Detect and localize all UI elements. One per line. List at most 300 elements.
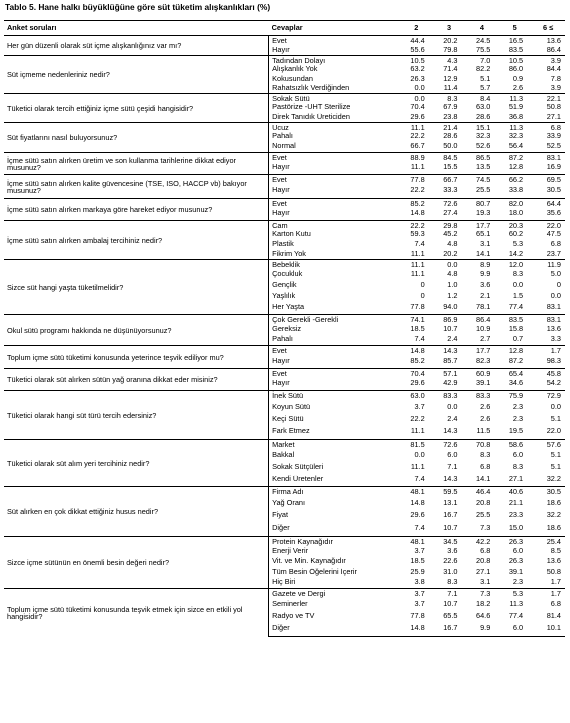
value-cell: 3.1 [480,238,491,248]
value-cell: 81.4 [546,611,561,621]
value-cell: 1.2 [447,291,458,301]
value-cell: 84.5 [433,152,466,163]
value-cell: 25.9 [410,566,425,576]
value-cell: 50.8 [546,102,561,112]
column-header-household-5: 5 [498,21,531,36]
value-cell: 2.6 [480,401,491,411]
value-cell: 3.1 [480,577,491,587]
value-cell: 8.3 [433,94,466,104]
value-cell: 72.9 [531,390,565,402]
value-cell: 8.3 [447,577,458,587]
value-cell: 81.5 [400,439,433,451]
value-cell: 77.4 [508,611,524,621]
value-cell: 25.4 [531,536,565,546]
value-cell: 12.8 [508,162,524,172]
table-body [4,36,565,637]
value-cell: 27.1 [476,566,491,576]
answer-cell: Ucuz [269,122,400,132]
answer-cell: Tüm Besin Öğelerini İçerir [269,568,400,578]
value-cell: 20.3 [498,220,531,230]
answer-cell: Evet [269,36,400,46]
value-cell: 11.5 [476,426,491,436]
answer-cell: Çocukluk [269,270,400,281]
value-cell: 5.1 [550,413,561,423]
value-cell: 1.5 [512,291,524,301]
answer-cell: Evet [269,368,400,379]
value-cell: 5.1 [550,450,561,460]
value-cell: 18.6 [546,497,561,507]
value-cell: 3.7 [414,599,425,609]
question-cell: Süt alırken en çok dikkat ettiğiniz husus nedir? [4,486,269,536]
value-cell: 47.5 [546,229,561,239]
answer-cell: Direk Tanıdık Üreticiden [269,113,400,123]
value-cell: 71.4 [443,64,458,73]
value-cell: 74.1 [400,314,433,324]
value-cell: 20.8 [476,556,491,566]
value-cell: 22.6 [443,556,458,566]
value-cell: 30.5 [546,185,561,195]
value-cell: 2.3 [512,401,524,411]
value-cell: 3.7 [400,588,433,600]
value-cell: 29.6 [410,111,425,121]
column-header-household-3: 3 [433,21,466,36]
value-cell: 45.2 [443,229,458,239]
value-cell: 0.0 [550,291,561,301]
value-cell: 0.0 [550,401,561,411]
value-cell: 8.3 [512,269,524,279]
value-cell: 80.7 [465,198,498,209]
value-cell: 86.4 [465,314,498,324]
value-cell: 2.4 [447,413,458,423]
value-cell: 0.0 [400,94,433,104]
question-cell: Tüketici olarak süt alım yeri tercihiniz nedir? [4,439,269,486]
value-cell: 0.0 [512,280,524,290]
question-cell: Tüketici olarak hangi süt türü tercih edersiniz? [4,390,269,439]
answer-cell: Plastik [269,240,400,250]
value-cell: 30.5 [531,486,565,499]
value-cell: 6.0 [447,450,458,460]
answer-cell: Pahalı [269,132,400,142]
value-cell: 20.2 [443,248,458,258]
answer-cell: Tadından Dolayı [269,56,400,66]
value-cell: 63.2 [410,64,425,73]
value-cell: 36.8 [508,111,524,121]
value-cell: 11.1 [410,162,425,172]
value-cell: 70.4 [410,102,425,112]
value-cell: 12.0 [498,259,531,270]
answer-cell: Hayır [269,357,400,369]
value-cell: 13.5 [476,162,491,172]
answer-cell: Her Yaşta [269,303,400,314]
value-cell: 7.1 [447,461,458,471]
answer-cell: Protein Kaynağıdır [269,536,400,546]
value-cell: 7.8 [550,73,561,83]
question-cell: Tüketici olarak tercih ettiğiniz içme sütü çeşidi hangisidir? [4,94,269,123]
value-cell: 2.4 [447,334,458,344]
answer-cell: Enerji Verir [269,547,400,557]
value-cell: 0.9 [512,73,524,83]
value-cell: 10.5 [400,56,433,66]
value-cell: 83.1 [531,314,565,324]
question-cell: Her gün düzenli olarak süt içme alışkanlığınız var mı? [4,36,269,56]
answer-cell: Evet [269,198,400,209]
value-cell: 7.1 [433,588,466,600]
value-cell: 22.0 [546,426,561,436]
column-header-household-4: 4 [465,21,498,36]
value-cell: 69.5 [531,174,565,186]
answer-cell: Çok Gerekli -Gerekli [269,314,400,324]
value-cell: 5.3 [498,588,531,600]
table-row [4,36,565,46]
value-cell: 18.2 [476,599,491,609]
value-cell: 1.0 [447,280,458,290]
value-cell: 11.3 [498,122,531,132]
value-cell: 29.8 [433,220,466,230]
value-cell: 63.0 [476,102,491,112]
value-cell: 1.7 [531,588,565,600]
value-cell: 10.5 [498,56,531,66]
column-header-household-6-plus: 6 ≤ [531,21,565,36]
value-cell: 52.6 [476,141,491,151]
value-cell: 74.5 [465,174,498,186]
question-cell: Süt fiyatlarını nasıl buluyorsunuz? [4,122,269,152]
value-cell: 16.7 [433,624,466,636]
value-cell: 10.1 [531,624,565,636]
column-header-answers: Cevaplar [269,21,400,36]
value-cell: 72.6 [433,439,466,451]
value-cell: 65.4 [498,368,531,379]
value-cell: 7.3 [480,522,491,532]
answer-cell: Koyun Sütü [269,403,400,415]
value-cell: 29.6 [410,378,425,388]
value-cell: 85.2 [410,355,425,365]
value-cell: 39.1 [476,378,491,388]
value-cell: 45.8 [531,368,565,379]
column-header-questions: Anket soruları [4,21,269,36]
value-cell: 48.1 [400,486,433,499]
value-cell: 50.8 [546,566,561,576]
value-cell: 33.8 [508,185,524,195]
value-cell: 27.1 [546,111,561,121]
value-cell: 84.4 [546,64,561,73]
table-row [4,390,565,402]
value-cell: 22.2 [400,220,433,230]
answer-cell: Evet [269,152,400,163]
value-cell: 77.4 [508,302,524,312]
question-cell: İçme sütü satın alırken kalite güvencesine (TSE, ISO, HACCP vb) bakıyor musunuz? [4,174,269,198]
value-cell: 0.0 [447,401,458,411]
value-cell: 86.9 [433,314,466,324]
value-cell: 14.2 [508,248,524,258]
value-cell: 87.2 [498,152,531,163]
value-cell: 14.8 [400,345,433,357]
value-cell: 2.7 [480,334,491,344]
answer-cell: Normal [269,142,400,152]
value-cell: 11.3 [509,599,524,609]
value-cell: 78.1 [476,302,491,312]
value-cell: 14.8 [410,497,425,507]
answer-cell: Diğer [269,524,400,537]
value-cell: 59.5 [433,486,466,499]
answer-cell: Hayır [269,209,400,220]
value-cell: 83.5 [498,314,531,324]
value-cell: 10.7 [443,323,458,333]
value-cell: 86.0 [508,64,524,73]
value-cell: 4.8 [447,269,458,279]
value-cell: 75.9 [498,390,531,402]
value-cell: 59.3 [410,229,425,239]
value-cell: 72.6 [433,198,466,209]
value-cell: 56.4 [508,141,524,151]
question-cell: Sizce içme sütünün en önemli besin değeri nedir? [4,536,269,588]
value-cell: 21.1 [508,497,524,507]
value-cell: 32.2 [546,473,561,483]
value-cell: 82.2 [476,64,491,73]
value-cell: 23.3 [508,510,524,520]
value-cell: 86.5 [465,152,498,163]
value-cell: 6.0 [512,450,524,460]
value-cell: 15.1 [465,122,498,132]
value-cell: 21.4 [433,122,466,132]
question-cell: İçme sütü satın alırken ambalaj tercihiniz nedir? [4,220,269,259]
value-cell: 26.3 [508,556,524,566]
value-cell: 46.4 [465,486,498,499]
value-cell: 10.7 [443,522,458,532]
value-cell: 2.3 [512,413,524,423]
value-cell: 5.3 [512,238,524,248]
value-cell: 7.4 [414,522,425,532]
value-cell: 14.1 [476,248,491,258]
value-cell: 3.6 [480,280,491,290]
answer-cell: Vit. ve Min. Kaynağıdır [269,557,400,567]
value-cell: 0.0 [414,450,425,460]
value-cell: 8.5 [550,545,561,555]
value-cell: 83.3 [433,390,466,402]
answer-cell: Keçi Sütü [269,415,400,427]
value-cell: 83.1 [546,302,561,312]
value-cell: 5.1 [480,73,491,83]
question-cell: İçme sütü satın alırken markaya göre hareket ediyor musunuz? [4,198,269,220]
value-cell: 64.4 [531,198,565,209]
value-cell: 1.7 [531,345,565,357]
answer-cell: Hayır [269,163,400,174]
value-cell: 42.2 [465,536,498,546]
value-cell: 66.2 [498,174,531,186]
answer-cell: Gereksiz [269,325,400,335]
value-cell: 87.2 [508,355,524,365]
value-cell: 57.6 [531,439,565,451]
value-cell: 82.0 [498,198,531,209]
value-cell: 65.1 [476,229,491,239]
value-cell: 3.3 [550,334,561,344]
value-cell: 32.3 [508,131,524,141]
answer-cell: Kokusundan [269,75,400,85]
answer-cell: Radyo ve TV [269,612,400,624]
question-cell: Tüketici olarak süt alırken sütün yağ oranına dikkat eder misiniz? [4,368,269,390]
value-cell: 33.3 [443,185,458,195]
value-cell: 60.9 [465,368,498,379]
value-cell: 18.5 [410,323,425,333]
value-cell: 5.1 [550,461,561,471]
answer-cell: Fikrim Yok [269,250,400,260]
value-cell: 0 [420,291,425,301]
answer-cell: Hayır [269,186,400,198]
value-cell: 6.8 [480,545,491,555]
value-cell: 66.7 [433,174,466,186]
value-cell: 7.4 [414,238,425,248]
value-cell: 19.3 [476,208,491,218]
value-cell: 6.8 [480,461,491,471]
value-cell: 7.4 [414,334,425,344]
value-cell: 83.5 [508,44,524,54]
column-header-household-2: 2 [400,21,433,36]
value-cell: 66.7 [410,141,425,151]
value-cell: 11.9 [531,259,565,270]
value-cell: 67.9 [443,102,458,112]
question-cell: Süt içmeme nedenleriniz nedir? [4,56,269,94]
value-cell: 64.6 [476,611,491,621]
value-cell: 16.9 [546,162,561,172]
value-cell: 22.2 [410,131,425,141]
value-cell: 8.9 [465,259,498,270]
value-cell: 44.4 [400,36,433,46]
value-cell: 11.1 [410,248,425,258]
value-cell: 9.9 [465,624,498,636]
value-cell: 11.1 [400,122,433,132]
value-cell: 1.7 [550,577,561,587]
value-cell: 77.8 [410,302,425,312]
value-cell: 19.5 [508,426,524,436]
value-cell: 13.1 [443,497,458,507]
value-cell: 6.8 [531,122,565,132]
value-cell: 11.4 [443,83,458,92]
answer-cell: Diğer [269,624,400,636]
value-cell: 10.9 [476,323,491,333]
value-cell: 27.4 [443,208,458,218]
value-cell: 3.9 [531,56,565,66]
value-cell: 18.5 [410,556,425,566]
value-cell: 11.1 [400,259,433,270]
answer-cell: Sokak Sütçüleri [269,463,400,475]
value-cell: 0.0 [414,83,425,92]
answer-cell: Hiç Biri [269,578,400,588]
value-cell: 28.6 [476,111,491,121]
value-cell: 15.5 [443,162,458,172]
value-cell: 86.4 [546,44,561,54]
value-cell: 14.8 [410,208,425,218]
value-cell: 34.6 [508,378,524,388]
value-cell: 24.5 [465,36,498,46]
value-cell: 85.2 [400,198,433,209]
value-cell: 20.8 [476,497,491,507]
answer-cell: Kendi Üretenler [269,475,400,487]
value-cell: 11.1 [410,461,425,471]
answer-cell: Yaşlılık [269,292,400,303]
answer-cell: Yağ Oranı [269,499,400,512]
value-cell: 25.5 [476,185,491,195]
value-cell: 13.6 [531,36,565,46]
table-caption: Tablo 5. Hane halkı büyüklüğüne göre süt tüketim alışkanlıkları (%) [5,2,271,12]
value-cell: 7.3 [465,588,498,600]
value-cell: 22.2 [410,185,425,195]
value-cell: 42.9 [443,378,458,388]
answer-cell: Hayır [269,46,400,56]
value-cell: 4.8 [447,238,458,248]
header-row [4,21,565,36]
value-cell: 6.0 [498,624,531,636]
value-cell: 14.1 [476,473,491,483]
value-cell: 3.7 [414,401,425,411]
question-cell: Toplum içme sütü tüketimi konusunda teşvik etmek için sizce en etkili yol hangisidir? [4,588,269,636]
value-cell: 23.7 [546,248,561,258]
value-cell: 15.8 [508,323,524,333]
value-cell: 88.9 [400,152,433,163]
value-cell: 63.0 [400,390,433,402]
value-cell: 79.8 [443,44,458,54]
value-cell: 82.3 [476,355,491,365]
value-cell: 35.6 [546,208,561,218]
value-cell: 50.0 [443,141,458,151]
question-cell: Sizce süt hangi yaşta tüketilmelidir? [4,259,269,314]
value-cell: 39.1 [508,566,524,576]
question-cell: Okul sütü programı hakkında ne düşünüyorsunuz? [4,314,269,345]
value-cell: 54.2 [546,378,561,388]
value-cell: 65.5 [443,611,458,621]
value-cell: 52.5 [546,141,561,151]
value-cell: 3.6 [447,545,458,555]
value-cell: 6.0 [512,545,524,555]
value-cell: 22.0 [531,220,565,230]
value-cell: 11.1 [410,426,425,436]
answer-cell: Hayır [269,379,400,390]
value-cell: 0 [556,280,561,290]
value-cell: 26.3 [498,536,531,546]
question-cell: İçme sütü satın alırken üretim ve son kullanma tarihlerine dikkat ediyor musunuz? [4,152,269,174]
value-cell: 13.6 [546,323,561,333]
value-cell: 17.7 [465,345,498,357]
answer-cell: Rahatsızlık Verdiğinden [269,84,400,94]
value-cell: 75.5 [476,44,491,54]
answer-cell: Evet [269,345,400,357]
value-cell: 40.6 [498,486,531,499]
value-cell: 2.1 [480,291,491,301]
value-cell: 15.0 [508,522,524,532]
value-cell: 27.1 [508,473,524,483]
answer-cell: Alışkanlık Yok [269,65,400,75]
value-cell: 5.7 [480,83,491,92]
value-cell: 83.1 [531,152,565,163]
value-cell: 8.3 [480,450,491,460]
value-cell: 0 [420,280,425,290]
value-cell: 32.3 [476,131,491,141]
value-cell: 11.3 [498,94,531,104]
answer-cell: Pastörize -UHT Sterilize [269,103,400,113]
answer-cell: Firma Adı [269,486,400,499]
value-cell: 16.7 [443,510,458,520]
value-cell: 33.9 [546,131,561,141]
value-cell: 85.7 [443,355,458,365]
value-cell: 51.9 [508,102,524,112]
answer-cell: Evet [269,174,400,186]
value-cell: 7.0 [465,56,498,66]
answer-cell: Market [269,439,400,451]
value-cell: 5.0 [550,269,561,279]
value-cell: 34.5 [433,536,466,546]
value-cell: 16.5 [498,36,531,46]
question-cell: Toplum içme sütü tüketimi konusunda yeterince teşvik ediliyor mu? [4,345,269,368]
value-cell: 3.8 [414,577,425,587]
value-cell: 14.8 [400,624,433,636]
